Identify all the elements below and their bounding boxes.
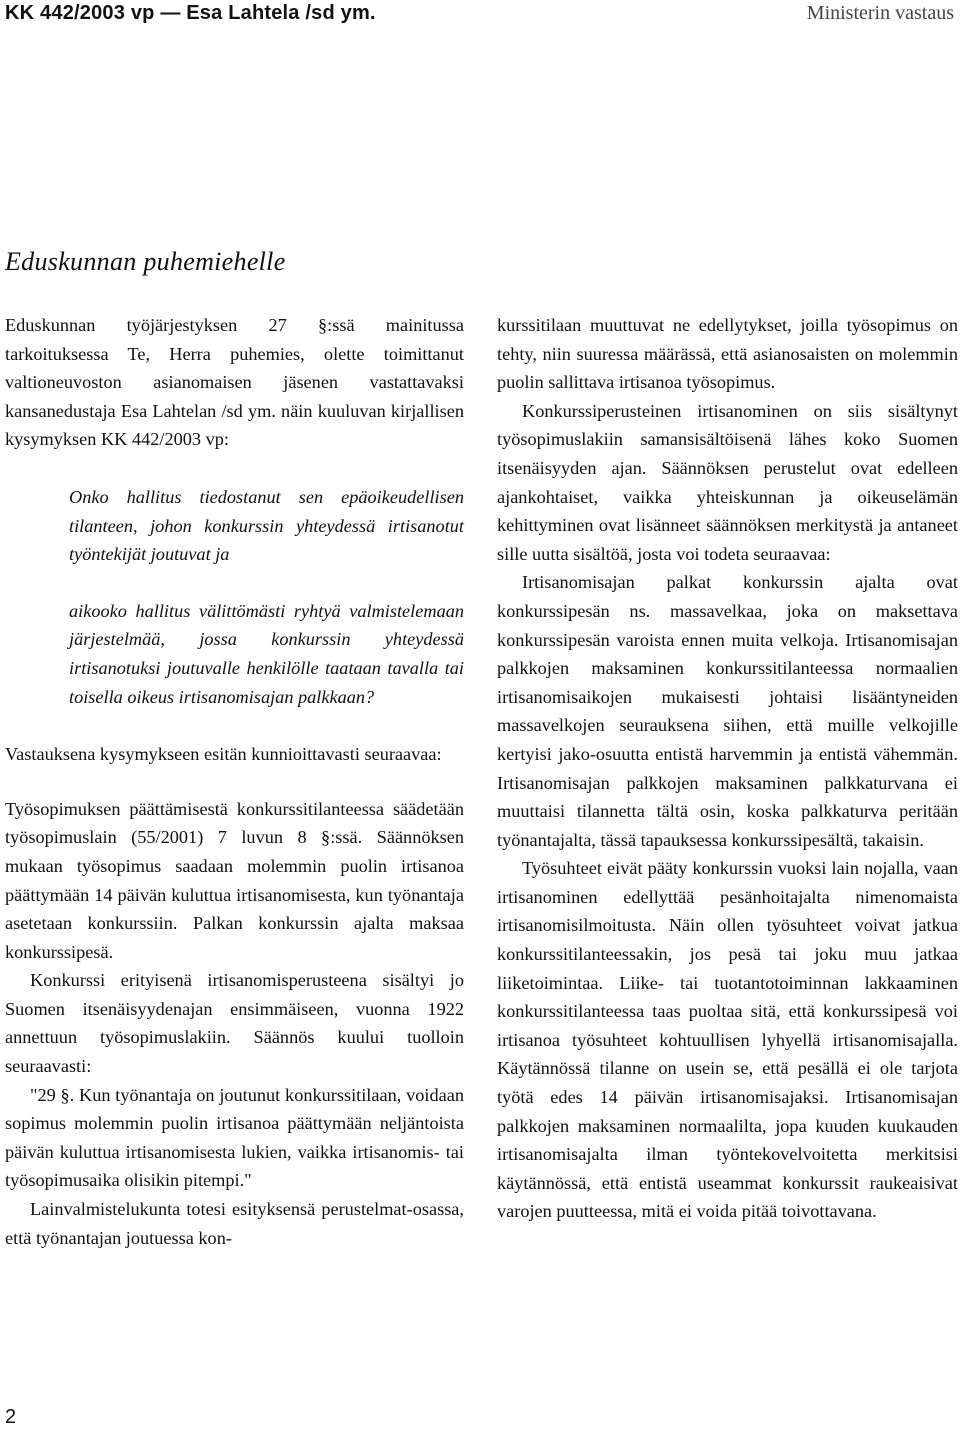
question-paragraph-2: aikooko hallitus välittömästi ryhtyä valmistelemaan järjestelmää, jossa konkurssin yhteydessä irtisanotuksi joutuvalle henkilölle taataan tavalla tai toisella oikeus irtisanomisajan palkkaan? (69, 600, 464, 707)
body-paragraph: Irtisanomisajan palkat konkurssin ajalta ovat konkurssipesän ns. massavelkaa, joka on maksettava konkurssipesän varoista ennen muita velkoja. Irtisanomisajan palkkojen maksaminen konkurssitilanteessa normaalien irtisanomisaikojen mukaisesti johtaisi lisääntyneiden massavelkojen seurauksena siihen, että muille velkojille kertyisi jako-osuutta entistä harvemmin ja entistä vähemmän. Irtisanomisajan palkkojen maksaminen palkkaturvana ei muuttaisi tilannetta tältä osin, koska palkkaturva peritään työnantajalta, tässä tapauksessa konkurssipesältä, takaisin. (497, 572, 958, 850)
body-paragraph: Konkurssiperusteinen irtisanominen on siis sisältynyt työsopimuslakiin samansisältöisenä lähes koko Suomen itsenäisyyden ajan. Säännöksen perustelut ovat edelleen ajankohtaiset, vaikka yhteiskunnan ja oikeuselämän kehittyminen ovat lisänneet säännöksen merkitystä ja antaneet sille uutta sisältöä, josta voi todeta seuraavaa: (497, 400, 958, 564)
document-reference-header: KK 442/2003 vp — Esa Lahtela /sd ym. (5, 2, 376, 24)
left-column (5, 311, 464, 1252)
intro-paragraph: Eduskunnan työjärjestyksen 27 §:ssä mainitussa tarkoituksessa Te, Herra puhemies, olette toimittanut valtioneuvoston asianomaisen jäsenen vastattavaksi kansanedustaja Esa Lahtelan /sd ym. näin kuuluvan kirjallisen kysymyksen KK 442/2003 vp: (5, 315, 464, 450)
body-paragraph: Konkurssi erityisenä irtisanomisperusteena sisältyi jo Suomen itsenäisyydenajan ensimmäiseen, vuonna 1922 annettuun työsopimuslakiin. Säännös kuului tuolloin seuraavasti: (5, 970, 464, 1077)
body-paragraph: Lainvalmistelukunta totesi esityksensä perustelmat-osassa, että työnantajan joutuessa kon- (5, 1199, 464, 1248)
addressee-heading: Eduskunnan puhemiehelle (5, 247, 286, 276)
section-header: Ministerin vastaus (806, 2, 954, 24)
body-paragraph: Työsopimuksen päättämisestä konkurssitilanteessa säädetään työsopimuslain (55/2001) 7 luvun 8 §:ssä. Säännöksen mukaan työsopimus saadaan molemmin puolin irtisanoa päättymään 14 päivän kuluttua irtisanomisesta, kun työnantaja asetetaan konkurssiin. Palkan konkurssin ajalta maksaa konkurssipesä. (5, 798, 464, 962)
body-paragraph: Työsuhteet eivät pääty konkurssin vuoksi lain nojalla, vaan irtisanominen edellyttää pesänhoitajalta nimenomaista irtisanomisilmoitusta. Näin ollen työsuhteet voivat jatkua konkurssitilanteessakin, jos pesä tai joku muu jatkaa liiketoimintaa. Liike- tai tuotantotoiminnan lakkaaminen konkurssitilanteessa taas puoltaa sitä, että konkurssipesä voi irtisanoa työsuhteet kohtuullisen lyhyellä irtisanomisajalla. Käytännössä tilanne on usein se, että pesällä ei ole tarjota työtä edes 14 päivän irtisanomisajaksi. Irtisanomisajan palkkojen maksaminen normaalilta, jopa kuuden kuukauden irtisanomisajalta ilman työntekovelvoitetta merkitsisi käytännössä, että entistä useammat konkurssit raukeaisivat varojen puutteessa, mitä ei voida pitää toivottavana. (497, 858, 958, 1222)
quoted-statute-paragraph: "29 §. Kun työnantaja on joutunut konkurssitilaan, voidaan sopimus molemmin puolin irtisanoa päättymään neljäntoista päivän kuluttua irtisanomisesta lukien, vaikka irtisanomis- tai työsopimusaika olisikin pitempi." (5, 1084, 464, 1191)
question-paragraph-1: Onko hallitus tiedostanut sen epäoikeudellisen tilanteen, johon konkurssin yhteydessä irtisanotut työntekijät joutuvat ja (69, 486, 464, 565)
page-number: 2 (5, 1406, 17, 1428)
right-column (497, 311, 958, 1226)
body-paragraph: kurssitilaan muuttuvat ne edellytykset, joilla työsopimus on tehty, niin suuressa määrässä, että asianosaisten on molemmin puolin sallittava irtisanoa työsopimus. (497, 315, 958, 393)
answer-intro-paragraph: Vastauksena kysymykseen esitän kunnioittavasti seuraavaa: (5, 744, 442, 765)
